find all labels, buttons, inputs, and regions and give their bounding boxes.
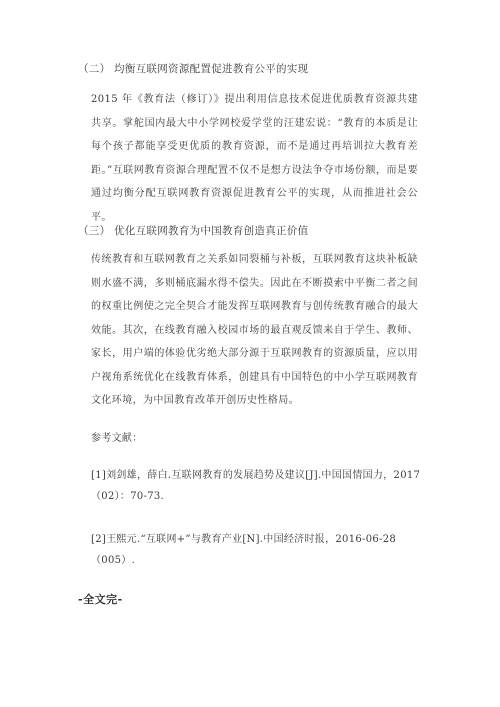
reference-item-1: [1]刘剑雄，薛白.互联网教育的发展趋势及建议[J].中国国情国力，2017（02）：70-73. xyxy=(91,470,421,502)
section-3-paragraph: 传统教育和互联网教育之关系如同裂桶与补板，互联网教育这块补板缺则水盛不满，多则桶底漏水得不偿失。因此在不断摸索中平衡二者之间的权重比例使之完全契合才能发挥互联网教育与创传统教育融合的最大效能。其次，在线教育融入校园市场的最直观反馈来自于学生、教师、家长，用户端的体验优劣绝大部分源于互联网教育的资源质量，应以用户视角系统优化在线教育体系，创建具有中国特色的中小学互联网教育文化环境，为中国教育改革开创历史性格局。 xyxy=(91,254,418,406)
section-3-heading: （三） 优化互联网教育为中国教育创造真正价值 xyxy=(78,225,309,237)
reference-item-2: [2]王熙元.“互联网+”与教育产业[N].中国经济时报，2016-06-28（005）. xyxy=(91,534,397,566)
section-2-heading: （二） 均衡互联网资源配置促进教育公平的实现 xyxy=(78,63,309,75)
end-of-document-mark: -全文完- xyxy=(78,593,123,606)
section-2-paragraph: 2015 年《教育法（修订）》提出利用信息技术促进优质教育资源共建共享。掌舵国内最大中小学网校爱学堂的汪建宏说：“教育的本质是让每个孩子都能享受更优质的教育资源，而不是通过再培训拉大教育差距。”互联网教育资源合理配置不仅不是想方设法争夺市场份额，而是要通过均衡分配互联网教育资源促进教育公平的实现，从而推进社会公平。 xyxy=(91,94,418,223)
references-title: 参考文献： xyxy=(91,433,143,444)
